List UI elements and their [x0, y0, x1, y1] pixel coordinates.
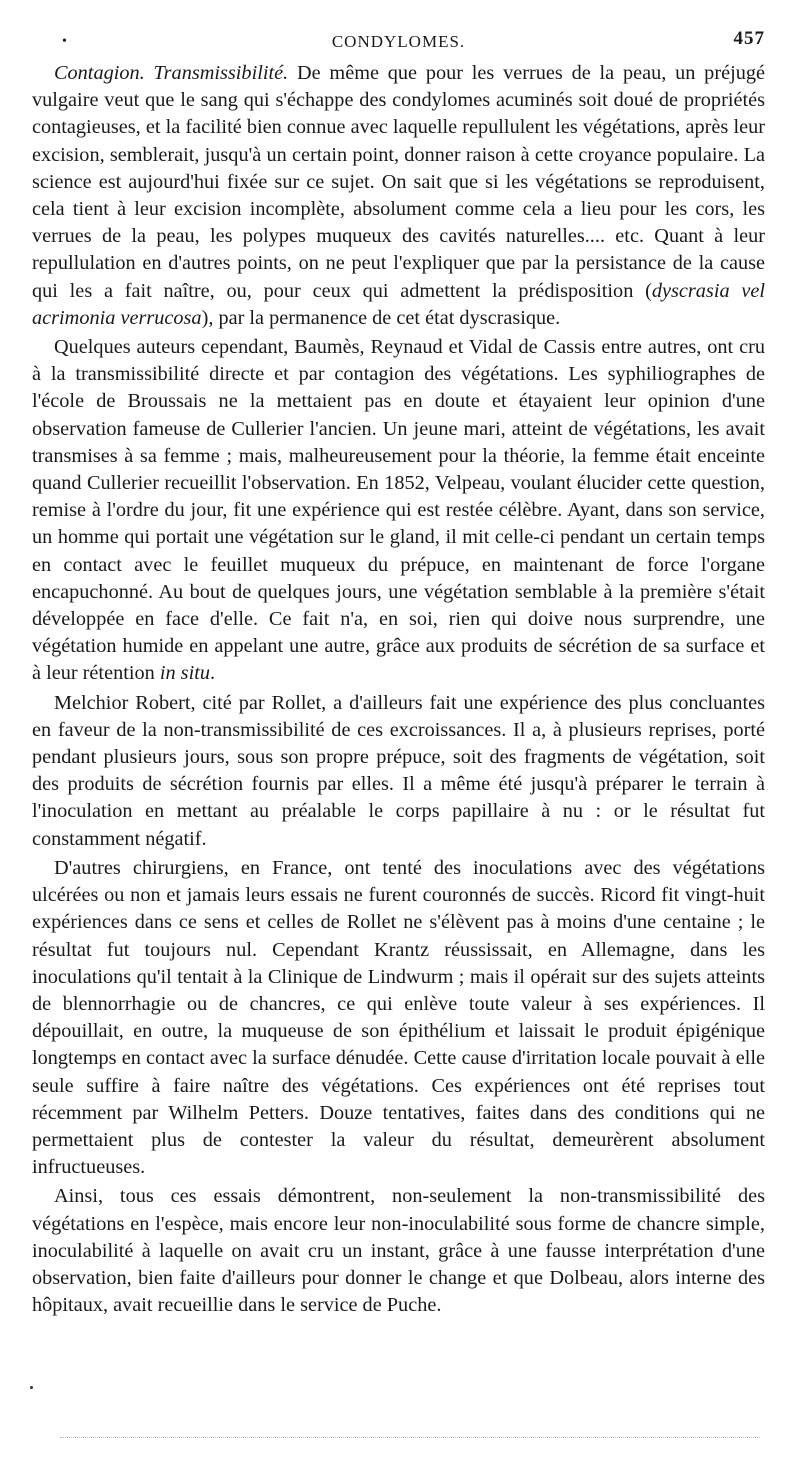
paragraph-authors [32, 334, 765, 688]
footer-bleed-line [60, 1437, 760, 1438]
paragraph-conclusion [32, 1183, 765, 1319]
paragraph-tail: ), par la permanence de cet état dyscrasique. [201, 306, 561, 329]
latin-term: in situ [159, 662, 210, 685]
paragraph-robert [32, 690, 765, 853]
section-lead: Contagion. Transmissibilité. [54, 62, 289, 84]
paragraph-text: Quelques auteurs cependant, Baumès, Reynaud et Vidal de Cassis entre autres, ont cru à la transmissibilité directe et par contagion des végétations. Les syphiliographes de l'école de Broussais ne la mettaient pas en doute et étayaient leur opinion d'une observation fameuse de Cullerier l'ancien. Un jeune mari, atteint de végétations, les avait transmises à sa femme ; mais, malheureusement pour la théorie, la femme était enceinte quand Cullerier recueillit l'observation. En 1852, Velpeau, voulant élucider cette question, remise à l'ordre du jour, fit une expérience qui est restée célèbre. Ayant, dans son service, un homme qui portait une végétation sur le gland, il mit celle-ci pendant un certain temps en contact avec le feuillet muqueux du prépuce, en maintenant de force l'organe encapuchonné. Au bout de quelques jours, une végétation semblable à la première s'était développée en face d'elle. Ce fait n'a, en soi, rien qui doive nous surprendre, une végétation humide en appelant une autre, grâce aux produits de sécrétion de sa surface et à leur rétention [32, 336, 765, 685]
body-text [32, 60, 765, 1319]
paragraph-text: Melchior Robert, cité par Rollet, a d'ailleurs fait une expérience des plus concluantes en faveur de la non-transmissibilité de ces excroissances. Il a, à plusieurs reprises, porté pendant plusieurs jours, sous son propre prépuce, soit des fragments de végétation, soit des produits de sécrétion fournis par elles. Il a même été jusqu'à préparer le terrain à l'inoculation en mettant au préalable le corps papillaire à nu : or le résultat fut constamment négatif. [32, 691, 765, 850]
page-number: 457 [733, 28, 765, 49]
paragraph-contagion [32, 60, 765, 332]
paragraph-text: D'autres chirurgiens, en France, ont tenté des inoculations avec des végétations ulcérées ou non et jamais leurs essais ne furent couronnés de succès. Ricord fit vingt-huit expériences dans ce sens et celles de Rollet ne s'élèvent pas à moins d'une centaine ; le résultat fut toujours nul. Cependant Krantz réussissait, en Allemagne, dans les inoculations qu'il tentait à la Clinique de Lindwurm ; mais il opérait sur des sujets atteints de blennorrhagie ou de chancres, ce qui enlève toute valeur à ses expériences. Il dépouillait, en outre, la muqueuse de son épithélium et laissait le produit épigénique longtemps en contact avec la surface dénudée. Cette cause d'irritation locale pouvait à elle seule suffire à faire naître des végétations. Ces expériences ont été reprises tout récemment par Wilhelm Petters. Douze tentatives, faites dans des conditions qui ne permettaient plus de contester la valeur du résultat, demeurèrent absolument infructueuses. [32, 856, 765, 1179]
running-title: CONDYLOMES. [331, 32, 466, 51]
paragraph-end: . [209, 662, 216, 685]
header-mark: • [62, 34, 68, 49]
paragraph-text: Ainsi, tous ces essais démontrent, non-seulement la non-transmissibilité des végétations en l'espèce, mais encore leur non-inoculabilité sous forme de chancre simple, inoculabilité à laquelle on avait cru un instant, grâce à une fausse interprétation d'une observation, bien faite d'ailleurs pour donner le change et que Dolbeau, alors interne des hôpitaux, avait recueillie dans le service de Puche. [32, 1185, 765, 1317]
book-page [32, 28, 765, 1319]
print-speck [30, 1386, 33, 1389]
latin-term: dyscrasia vel acrimonia verrucosa [32, 279, 765, 329]
paragraph-text: De même que pour les verrues de la peau, un préjugé vulgaire veut que le sang qui s'échappe des condylomes acuminés soit doué de propriétés contagieuses, et la facilité bien connue avec laquelle repullulent les végétations, après leur excision, semblerait, jusqu'à un certain point, donner raison à cette croyance populaire. La science est aujourd'hui fixée sur ce sujet. On sait que si les végétations se reproduisent, cela tient à leur excision incomplète, absolument comme cela a lieu pour les cors, les verrues de la peau, les polypes muqueux des cavités naturelles.... etc. Quant à leur repullulation en d'autres points, on ne peut l'expliquer que par la persistance de la cause qui les a fait naître, ou, pour ceux qui admettent la prédisposition ( [32, 62, 765, 302]
running-head [32, 28, 765, 60]
paragraph-inoculations [32, 855, 765, 1181]
